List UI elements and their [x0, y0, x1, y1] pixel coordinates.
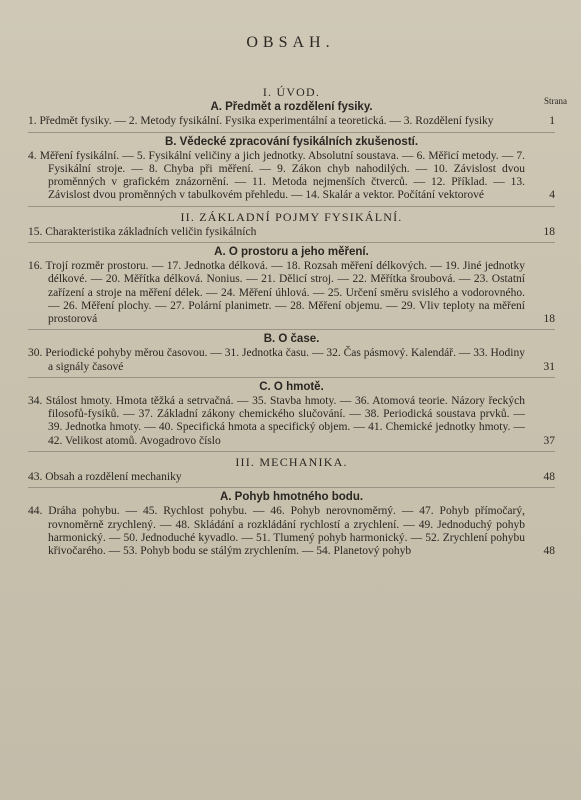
section-heading: A. Pohyb hmotného bodu. — [219, 491, 364, 504]
part-heading: II. ZÁKLADNÍ POJMY FYSIKÁLNÍ. — [180, 209, 403, 224]
toc-entry-text: 16. Trojí rozměr prostoru. — 17. Jednotka délková. — 18. Rozsah měření délkových. — 19. Jiné jednotky délkové. — 20. Měřítka délková. Nonius. — 21. Dělicí stroj. — 22. Měřítka šroubová. — 23. Ostatní zařízení a stroje na měření délek. — 24. Měření úhlová. — 25. Určení směru svislého a vodorovného. — 26. Měření plochy. — 27. Polární planimetr. — 28. Měření objemu. — 29. Vliv teploty na měření prostorová — [28, 260, 525, 326]
toc-entry-text: 30. Periodické pohyby měrou časovou. — 31. Jednotka času. — 32. Čas pásmový. Kalendář. — 33. Hodiny a signály časové — [28, 347, 525, 373]
divider — [28, 451, 555, 452]
page-column-label: Strana — [544, 96, 567, 106]
section-heading: B. O čase. — [263, 333, 320, 346]
toc-entry-text: 15. Charakteristika základních veličin fysikálních — [28, 225, 257, 238]
toc-entry-page: 31 — [543, 360, 555, 373]
toc-entry-text: 44. Dráha pohybu. — 45. Rychlost pohybu. — 46. Pohyb nerovnoměrný. — 47. Pohyb přímočarý, rovnoměrně zrychlený. — 48. Skládání a rozkládání rychlostí a zrychlení. — 49. Jednoduchý pohyb harmonický. — 50. Jednoduché kyvadlo. — 51. Tlumený pohyb harmonický. — 52. Zrychlení pohybu křivočarého. — 53. Pohyb bodu se stálým zrychlením. — 54. Planetový pohyb — [28, 505, 525, 558]
toc-entry — [28, 471, 555, 484]
divider — [28, 377, 555, 378]
divider — [28, 132, 555, 133]
toc-entry-text: 43. Obsah a rozdělení mechaniky — [28, 471, 182, 484]
divider — [28, 329, 555, 330]
section-heading: C. O hmotě. — [259, 380, 324, 393]
toc-entry — [28, 226, 555, 239]
toc-entry — [28, 260, 555, 326]
divider — [28, 206, 555, 207]
toc-entry-page: 4 — [549, 189, 555, 202]
toc-entry — [28, 150, 555, 203]
toc-entry-page: 37 — [543, 434, 555, 447]
table-of-contents — [28, 82, 555, 558]
toc-entry-text: 1. Předmět fysiky. — 2. Metody fysikální. Fysika experimentální a teoretická. — 3. Rozdělení fysiky — [28, 115, 494, 128]
toc-entry-page: 48 — [543, 471, 555, 484]
toc-entry-text: 34. Stálost hmoty. Hmota těžká a setrvačná. — 35. Stavba hmoty. — 36. Atomová teorie. Názory řeckých filosofů-fysiků. — 37. Základní zákony chemického slučování. — 38. Periodická soustava prvků. — 39. Jednotka hmoty. — 40. Specifická hmota a specifický objem. — 41. Chemické jednotky hmoty. — 42. Velikost atomů. Avogadrovo číslo — [28, 395, 525, 447]
toc-entry-page: 1 — [549, 115, 555, 128]
section-heading: B. Vědecké zpracování fysikálních zkušeností. — [164, 135, 419, 148]
section-heading: A. Předmět a rozdělení fysiky. — [210, 101, 373, 114]
toc-entry — [28, 115, 555, 128]
part-heading: III. MECHANIKA. — [235, 454, 348, 469]
toc-entry-page: 18 — [543, 225, 555, 238]
toc-entry-page: 48 — [543, 545, 555, 558]
toc-entry — [28, 505, 555, 558]
divider — [28, 487, 555, 488]
divider — [28, 242, 555, 243]
page-title: OBSAH. — [246, 34, 335, 51]
toc-entry-text: 4. Měření fysikální. — 5. Fysikální veličiny a jich jednotky. Absolutní soustava. — 6. Měřicí metody. — 7. Fysikální stroje. — 8. Chyba při měření. — 9. Zákon chyb nahodilých. — 10. Závislost dvou proměnných v grafickém znázornění. — 11. Metoda nejmenších čtverců. — 12. Příklad. — 13. Závislost dvou proměnných v tabulkovém přehledu. — 14. Skalár a vektor. Počítání vektorové — [28, 149, 525, 202]
toc-entry — [28, 395, 555, 448]
section-heading: A. O prostoru a jeho měření. — [214, 246, 369, 259]
part-heading: I. ÚVOD. — [262, 85, 321, 99]
toc-entry — [28, 347, 555, 373]
toc-entry-page: 18 — [543, 313, 555, 326]
